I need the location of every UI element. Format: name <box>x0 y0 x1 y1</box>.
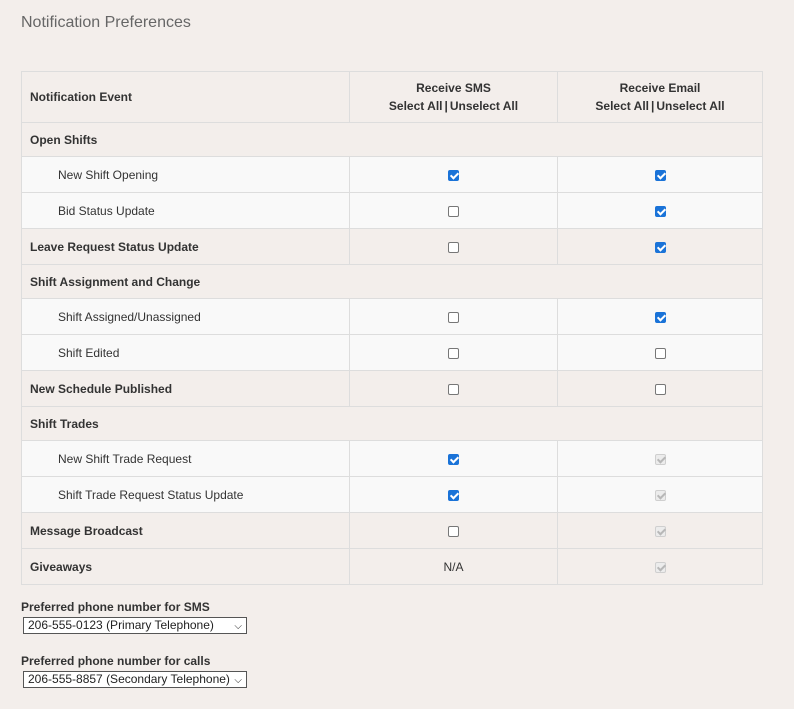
event-label: Message Broadcast <box>22 513 350 549</box>
sms-checkbox[interactable] <box>448 312 459 323</box>
header-email-title: Receive Email <box>619 81 701 95</box>
event-label: Giveaways <box>22 549 350 585</box>
table-row <box>22 229 763 265</box>
sms-select-all-link[interactable]: Select All <box>388 99 443 113</box>
event-label: New Shift Opening <box>22 157 350 193</box>
table-row <box>22 193 763 229</box>
sms-checkbox[interactable] <box>448 242 459 253</box>
sms-checkbox[interactable] <box>448 170 459 181</box>
sms-na-text: N/A <box>443 559 464 574</box>
email-checkbox <box>655 490 666 501</box>
sms-phone-value: 206-555-0123 (Primary Telephone) <box>28 618 214 632</box>
email-checkbox[interactable] <box>655 384 666 395</box>
email-checkbox <box>655 526 666 537</box>
header-receive-email: Receive Email Select All | Unselect All <box>558 72 763 123</box>
sms-checkbox[interactable] <box>448 348 459 359</box>
event-label: Leave Request Status Update <box>22 229 350 265</box>
table-row <box>22 265 763 299</box>
sms-checkbox[interactable] <box>448 526 459 537</box>
header-notification-event: Notification Event <box>22 72 350 123</box>
call-phone-value: 206-555-8857 (Secondary Telephone) <box>28 672 230 686</box>
sms-unselect-all-link[interactable]: Unselect All <box>449 99 519 113</box>
table-row <box>22 513 763 549</box>
header-receive-sms: Receive SMS Select All | Unselect All <box>350 72 558 123</box>
page-title: Notification Preferences <box>21 14 191 31</box>
call-phone-label: Preferred phone number for calls <box>21 654 211 668</box>
event-label: Open Shifts <box>22 123 763 157</box>
email-unselect-all-link[interactable]: Unselect All <box>656 99 725 113</box>
event-label: Shift Assigned/Unassigned <box>22 299 350 335</box>
event-label: New Shift Trade Request <box>22 441 350 477</box>
sms-checkbox[interactable] <box>448 490 459 501</box>
event-label: Shift Trades <box>22 407 763 441</box>
notification-table <box>21 71 763 585</box>
event-label: Shift Assignment and Change <box>22 265 763 299</box>
sms-checkbox[interactable] <box>448 454 459 465</box>
call-phone-select[interactable] <box>23 671 247 688</box>
table-row <box>22 371 763 407</box>
table-row <box>22 157 763 193</box>
table-row <box>22 477 763 513</box>
email-checkbox[interactable] <box>655 206 666 217</box>
table-row <box>22 441 763 477</box>
header-sms-title: Receive SMS <box>416 81 491 95</box>
email-checkbox <box>655 562 666 573</box>
email-select-all-link[interactable]: Select All <box>595 99 649 113</box>
event-label: Shift Edited <box>22 335 350 371</box>
email-checkbox[interactable] <box>655 348 666 359</box>
chevron-down-icon: ⌵ <box>234 675 242 686</box>
sms-phone-select[interactable] <box>23 617 247 634</box>
chevron-down-icon: ⌵ <box>234 621 242 632</box>
table-row <box>22 549 763 585</box>
sms-phone-label: Preferred phone number for SMS <box>21 600 210 614</box>
email-checkbox <box>655 454 666 465</box>
table-row <box>22 299 763 335</box>
email-checkbox[interactable] <box>655 242 666 253</box>
table-row <box>22 407 763 441</box>
sms-checkbox[interactable] <box>448 384 459 395</box>
table-row <box>22 123 763 157</box>
table-row <box>22 335 763 371</box>
email-checkbox[interactable] <box>655 170 666 181</box>
email-checkbox[interactable] <box>655 312 666 323</box>
event-label: Shift Trade Request Status Update <box>22 477 350 513</box>
sms-checkbox[interactable] <box>448 206 459 217</box>
event-label: Bid Status Update <box>22 193 350 229</box>
event-label: New Schedule Published <box>22 371 350 407</box>
